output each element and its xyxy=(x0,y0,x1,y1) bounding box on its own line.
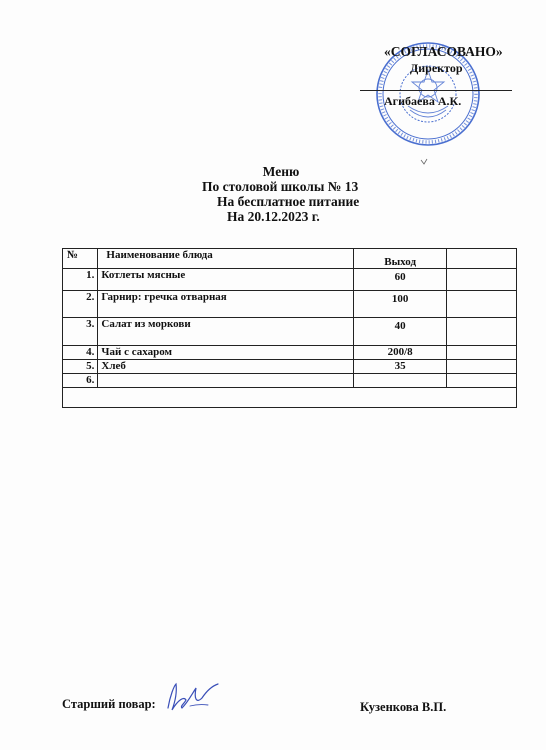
row-num: 3. xyxy=(63,318,98,346)
row-num: 5. xyxy=(63,360,98,374)
row-empty xyxy=(447,291,517,318)
row-num: 4. xyxy=(63,346,98,360)
table-row xyxy=(63,291,517,318)
row-num: 6. xyxy=(63,374,98,388)
row-name: Хлеб xyxy=(98,360,354,374)
table-row xyxy=(63,374,517,388)
signature-line xyxy=(360,90,512,91)
row-output-value: 40 xyxy=(394,320,406,332)
document-heading xyxy=(160,164,400,224)
row-output xyxy=(354,360,447,374)
approval-name: Агибаева А.К. xyxy=(384,94,462,108)
table-header-row xyxy=(63,249,517,269)
row-output-value: 200/8 xyxy=(387,346,413,358)
row-output xyxy=(354,291,447,318)
approval-block xyxy=(360,36,540,156)
row-output xyxy=(354,269,447,291)
row-name: Гарнир: гречка отварная xyxy=(98,291,354,318)
row-num: 1. xyxy=(63,269,98,291)
approval-title: «СОГЛАСОВАНО» xyxy=(384,44,503,59)
row-empty xyxy=(447,269,517,291)
cook-label: Старший повар: xyxy=(62,697,156,711)
header-name: Наименование блюда xyxy=(98,249,354,269)
blank-cell xyxy=(63,388,517,408)
heading-date: На 20.12.2023 г. xyxy=(227,209,320,224)
heading-title: Меню xyxy=(262,164,300,179)
cook-name: Кузенкова В.П. xyxy=(360,700,447,714)
heading-school: По столовой школы № 13 xyxy=(202,179,359,194)
header-num: № xyxy=(63,249,98,269)
table-row-blank xyxy=(63,388,517,408)
heading-purpose: На бесплатное питание xyxy=(217,194,360,209)
row-output-value: 60 xyxy=(394,271,406,283)
row-output-value: 100 xyxy=(391,293,409,305)
row-name: Чай с сахаром xyxy=(98,346,354,360)
row-name: Котлеты мясные xyxy=(98,269,354,291)
row-output xyxy=(354,318,447,346)
row-output xyxy=(354,374,447,388)
row-name: Салат из моркови xyxy=(98,318,354,346)
row-empty xyxy=(447,346,517,360)
header-output: Выход xyxy=(354,249,447,269)
row-empty xyxy=(447,360,517,374)
row-num: 2. xyxy=(63,291,98,318)
stray-mark-icon xyxy=(420,158,428,166)
table-row xyxy=(63,346,517,360)
table-row xyxy=(63,360,517,374)
table-row xyxy=(63,318,517,346)
signature-icon xyxy=(160,678,230,718)
row-empty xyxy=(447,374,517,388)
row-output xyxy=(354,346,447,360)
approval-role: Директор xyxy=(410,61,463,75)
row-name xyxy=(98,374,354,388)
row-output-value: 35 xyxy=(394,360,406,372)
menu-table xyxy=(62,248,517,408)
row-empty xyxy=(447,318,517,346)
table-row xyxy=(63,269,517,291)
header-empty xyxy=(447,249,517,269)
